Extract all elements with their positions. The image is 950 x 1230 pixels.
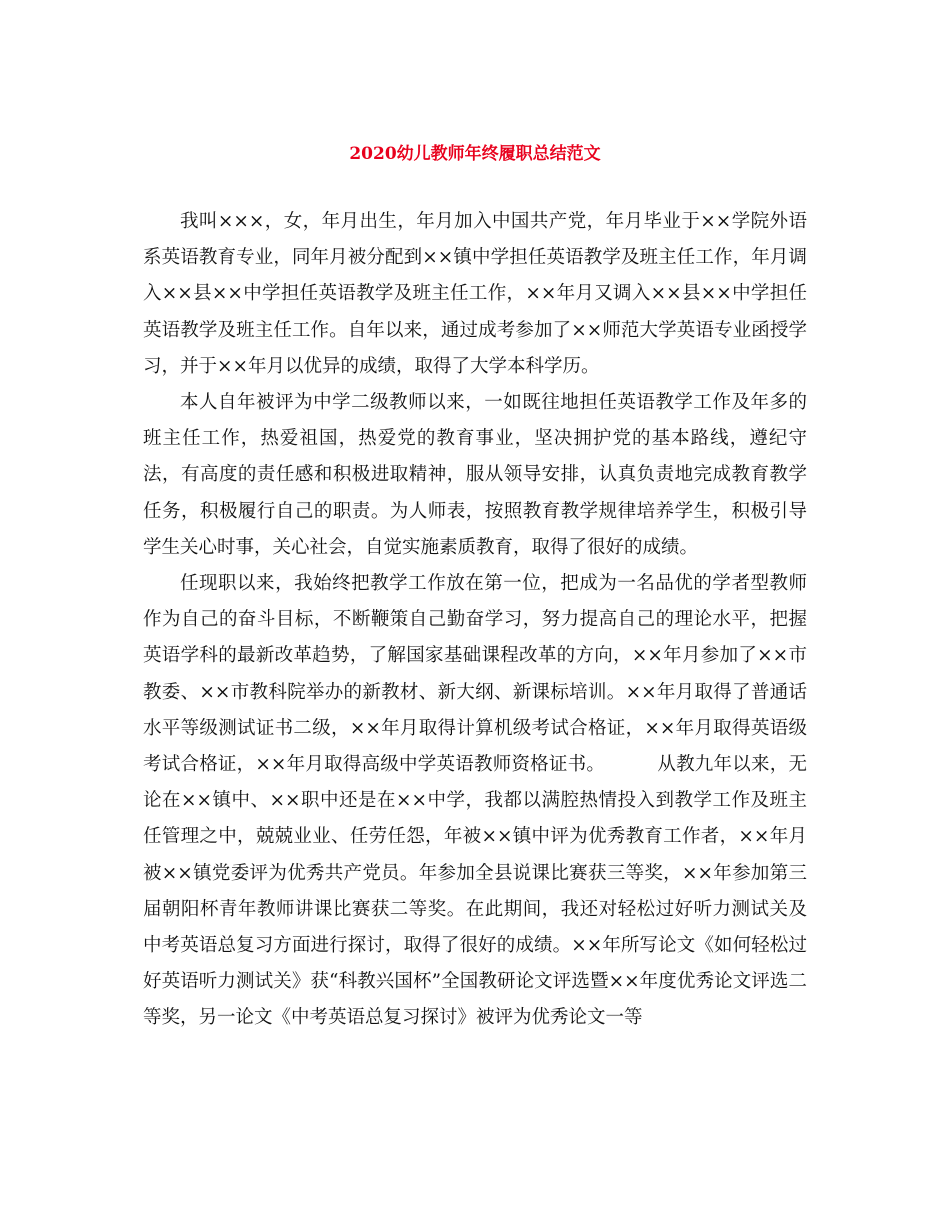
document-title: 2020幼儿教师年终履职总结范文	[349, 144, 601, 164]
paragraph-3	[143, 566, 807, 1037]
paragraph-3-continuation: 从教九年以来，无论在××镇中、××职中还是在××中学，我都以满腔热情投入到教学工作及班主任管理之中，兢兢业业、任劳任怨，年被××镇中评为优秀教育工作者，××年月被××镇党委评为优秀共产党员。年参加全县说课比赛获三等奖，××年参加第三届朝阳杯青年教师讲课比赛获二等奖。在此期间，我还对轻松过好听力测试关及中考英语总复习方面进行探讨，取得了很好的成绩。××年所写论文《如何轻松过好英语听力测试关》获“科教兴国杯”全国教研论文评选暨××年度优秀论文评选二等奖，另一论文《中考英语总复习探讨》被评为优秀论文一等	[143, 754, 807, 1029]
paragraph-3-text: 任现职以来，我始终把教学工作放在第一位，把成为一名品优的学者型教师作为自己的奋斗目标，不断鞭策自己勤奋学习，努力提高自己的理论水平，把握英语学科的最新改革趋势，了解国家基础课程改革的方向，××年月参加了××市教委、××市教科院举办的新教材、新大纲、新课标培训。××年月取得了普通话水平等级测试证书二级，××年月取得计算机级考试合格证，××年月取得英语级考试合格证，××年月取得高级中学英语教师资格证书。	[143, 573, 807, 776]
document-body	[143, 204, 807, 1037]
paragraph-1: 我叫×××，女，年月出生，年月加入中国共产党，年月毕业于××学院外语系英语教育专业，同年月被分配到××镇中学担任英语教学及班主任工作，年月调入××县××中学担任英语教学及班主任工作，××年月又调入××县××中学担任英语教学及班主任工作。自年以来，通过成考参加了××师范大学英语专业函授学习，并于××年月以优异的成绩，取得了大学本科学历。	[143, 211, 807, 377]
paragraph-2: 本人自年被评为中学二级教师以来，一如既往地担任英语教学工作及年多的班主任工作，热爱祖国，热爱党的教育事业，坚决拥护党的基本路线，遵纪守法，有高度的责任感和积极进取精神，服从领导安排，认真负责地完成教育教学任务，积极履行自己的职责。为人师表，按照教育教学规律培养学生，积极引导学生关心时事，关心社会，自觉实施素质教育，取得了很好的成绩。	[143, 392, 807, 558]
